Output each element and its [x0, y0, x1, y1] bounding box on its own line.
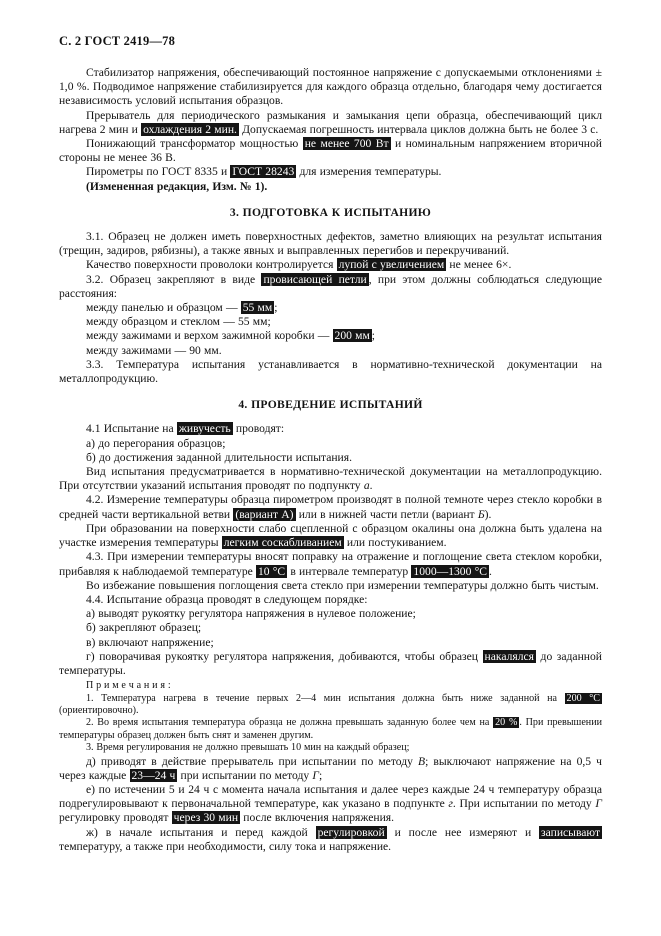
- clause-4-3-clean: [59, 579, 602, 593]
- highlighted-text: 20 %: [495, 717, 518, 729]
- text-run: 4.4. Испытание образца проводят в следующем порядке:: [86, 592, 368, 606]
- note-3: [59, 742, 602, 754]
- text-run: ;: [274, 301, 278, 315]
- clause-4-2: [59, 493, 602, 521]
- clause-3-3: [59, 358, 602, 386]
- text-run: 3.1. Образец не должен иметь поверхностных дефектов, заметно влияющих на результат испытания (трещин, задиров, рябизны), а также явных и выправленных перегибов и перекручиваний.: [59, 230, 602, 258]
- text-run: Г: [312, 768, 319, 782]
- highlighted-text: записывают: [541, 825, 601, 839]
- text-run: 4.3. При измерении температуры вносят поправку на отражение и поглощение света стеклом коробки, прибавляя к наблюдаемой температуре: [59, 550, 602, 578]
- text-run: или в нижней части петли (вариант: [295, 507, 478, 521]
- text-run: 1. Температура нагрева в течение первых 2—4 мин испытания должна быть ниже заданной на: [86, 692, 565, 704]
- clause-4-4: [59, 593, 602, 607]
- text-run: ;: [371, 329, 376, 343]
- text-run: 4.1 Испытание на: [86, 422, 177, 436]
- text-run: . При превышении температуры образец должен быть снят и заменен другим.: [59, 717, 603, 741]
- text-run: . При испытании по методу: [452, 797, 596, 811]
- text-run: Вид испытания предусматривается в нормативно-технической документации на металлопродукцию. При отсутствии указаний испытания проводят по подпункту: [59, 465, 602, 493]
- clause-4-1: [59, 422, 602, 436]
- distance-item: [59, 344, 602, 358]
- highlighted-text: ГОСТ 28243: [232, 165, 295, 179]
- text-run: ).: [484, 507, 492, 521]
- text-run: между зажимами и верхом зажимной коробки —: [86, 329, 333, 343]
- text-run: 4.2. Измерение температуры образца пирометром производят в полной темноте через стекло коробки в средней части вертикальной ветви: [59, 493, 602, 521]
- text-run: не менее 6×.: [446, 258, 512, 272]
- highlighted-text: легким соскабливанием: [223, 536, 342, 550]
- text-run: Во избежание повышения поглощения света стекло при измерении температуры должно быть чистым.: [86, 578, 599, 592]
- text-run: в интервале температур: [287, 564, 412, 578]
- step-a: [59, 607, 602, 621]
- text-run: 3.3. Температура испытания устанавливается в нормативно-технической документации на металлопродукцию.: [59, 357, 602, 386]
- text-run: 3. ПОДГОТОВКА К ИСПЫТАНИЮ: [229, 205, 432, 219]
- text-run: до заданной температуры.: [59, 649, 602, 677]
- text-run: регулировку проводят: [59, 811, 172, 825]
- text-run: температуру, а также при необходимости, силу тока и напряжение.: [59, 839, 392, 853]
- text-run: в) включают напряжение;: [86, 635, 214, 649]
- highlighted-text: 10 °С: [258, 564, 286, 578]
- document-content: [59, 66, 602, 854]
- text-run: г: [448, 797, 453, 811]
- text-run: при испытании по методу: [177, 768, 313, 782]
- list-item-a: [59, 437, 602, 451]
- text-run: после включения напряжения.: [240, 811, 395, 825]
- text-run: В: [417, 754, 426, 768]
- text-run: 4. ПРОВЕДЕНИЕ ИСПЫТАНИЙ: [238, 398, 423, 412]
- section-4-heading: [59, 398, 602, 412]
- text-run: Допускаемая погрешность интервала циклов должна быть не более 3 с.: [238, 122, 599, 136]
- text-run: ;: [319, 768, 323, 782]
- text-run: 3.2. Образец закрепляют в виде: [86, 272, 262, 286]
- text-run: а) выводят рукоятку регулятора напряжения в нулевое положение;: [86, 607, 416, 621]
- text-run: Б: [477, 507, 485, 521]
- highlighted-text: 23—24 ч: [131, 768, 176, 782]
- highlighted-text: провисающей петли: [263, 272, 367, 286]
- note-1: [59, 693, 602, 718]
- text-run: между панелью и образцом —: [86, 301, 241, 315]
- text-run: и после нее измеряют и: [386, 825, 540, 839]
- highlighted-text: лупой с увеличением: [338, 258, 445, 272]
- text-run: (ориентировочно).: [59, 704, 139, 716]
- highlighted-text: через 30 мин: [173, 811, 239, 825]
- paragraph-interrupter: [59, 109, 602, 137]
- distance-item: [59, 301, 602, 315]
- paragraph-transformer: [59, 137, 602, 165]
- text-run: 3. Время регулирования не должно превышать 10 мин на каждый образец;: [86, 742, 410, 754]
- highlighted-text: накалялся: [484, 649, 534, 663]
- highlighted-text: 1000—1300 °С: [413, 564, 487, 578]
- step-d: [59, 755, 602, 783]
- page-header: С. 2 ГОСТ 2419—78: [59, 34, 176, 48]
- clause-4-2-scale: [59, 522, 602, 550]
- step-zh: [59, 826, 602, 854]
- text-run: Прерыватель для периодического размыкания и замыкания цепи образца, обеспечивающий цикл нагрева 2 мин и: [59, 108, 602, 136]
- text-run: д) приводят в действие прерыватель при испытании по методу: [86, 754, 418, 768]
- highlighted-text: (вариант А): [235, 507, 294, 521]
- text-run: ж) в начале испытания и перед каждой: [86, 825, 316, 839]
- text-run: между зажимами — 90 мм.: [86, 343, 222, 357]
- notes-title: [59, 680, 602, 692]
- text-run: или постукиванием.: [343, 536, 447, 550]
- text-run: ; выключают напряжение на 0,5 ч через каждые: [59, 754, 602, 782]
- paragraph-pyrometers: [59, 165, 602, 179]
- paragraph-stabilizer: [59, 66, 602, 109]
- highlighted-text: живучесть: [178, 422, 231, 436]
- step-e: [59, 783, 602, 826]
- clause-3-1-quality: [59, 258, 602, 272]
- step-v: [59, 636, 602, 650]
- text-run: е) по истечении 5 и 24 ч с момента начала испытания и далее через каждые 24 ч температуру образца подрегулировывают к первоначальной температуре, как указано в подпункте: [59, 782, 602, 811]
- highlighted-text: 200 мм: [334, 329, 370, 343]
- text-run: Пирометры по ГОСТ 8335 и: [86, 165, 231, 179]
- highlighted-text: регулировкой: [317, 825, 385, 839]
- text-run: б) до достижения заданной длительности испытания.: [86, 450, 352, 464]
- text-run: (Измененная редакция, Изм. № 1).: [86, 179, 268, 193]
- text-run: и номинальным напряжением вторичной стороны не менее 36 В.: [59, 137, 602, 165]
- text-run: проводят:: [232, 422, 285, 436]
- paragraph-amendment: [59, 180, 602, 194]
- text-run: Стабилизатор напряжения, обеспечивающий постоянное напряжение с допускаемыми отклонениями ± 1,0 %. Подводимое напряжение стабилизируется для каждого образца отдельно, благодаря чему достигается независимость условий испытания образцов.: [59, 66, 602, 108]
- text-run: Качество поверхности проволоки контролируется: [86, 258, 337, 272]
- highlighted-text: 200 °С: [566, 692, 601, 704]
- text-run: г) поворачивая рукоятку регулятора напряжения, добиваются, чтобы образец: [86, 649, 483, 663]
- text-area: [59, 34, 602, 854]
- highlighted-text: 55 мм: [242, 301, 273, 315]
- clause-3-2: [59, 273, 602, 301]
- list-item-b: [59, 451, 602, 465]
- distance-item: [59, 315, 602, 329]
- text-run: между образцом и стеклом — 55 мм;: [86, 315, 271, 329]
- note-2: [59, 717, 602, 742]
- text-run: , при этом должны соблюдаться следующие расстояния:: [59, 272, 603, 300]
- text-run: для измерения температуры.: [296, 165, 442, 179]
- text-run: Г: [595, 797, 603, 811]
- text-run: .: [488, 564, 492, 578]
- section-3-heading: [59, 206, 602, 220]
- text-run: 2. Во время испытания температура образца не должна превышать заданную более чем на: [86, 717, 494, 729]
- highlighted-text: охлаждения 2 мин.: [143, 122, 237, 136]
- text-run: а: [363, 479, 370, 493]
- text-run: Понижающий трансформатор мощностью: [86, 137, 303, 151]
- text-run: П р и м е ч а н и я :: [86, 680, 171, 692]
- text-run: .: [369, 479, 373, 493]
- text-run: а) до перегорания образцов;: [86, 436, 226, 450]
- text-run: б) закрепляют образец;: [86, 621, 202, 635]
- clause-3-1: [59, 230, 602, 258]
- step-b: [59, 621, 602, 635]
- clause-4-1-type: [59, 465, 602, 493]
- distance-item: [59, 329, 602, 343]
- highlighted-text: не менее 700 Вт: [304, 137, 389, 151]
- text-run: При образовании на поверхности слабо сцепленной с образцом окалины она должна быть удалена на участке измерения температуры: [59, 521, 602, 550]
- clause-4-3: [59, 550, 602, 578]
- step-g: [59, 650, 602, 678]
